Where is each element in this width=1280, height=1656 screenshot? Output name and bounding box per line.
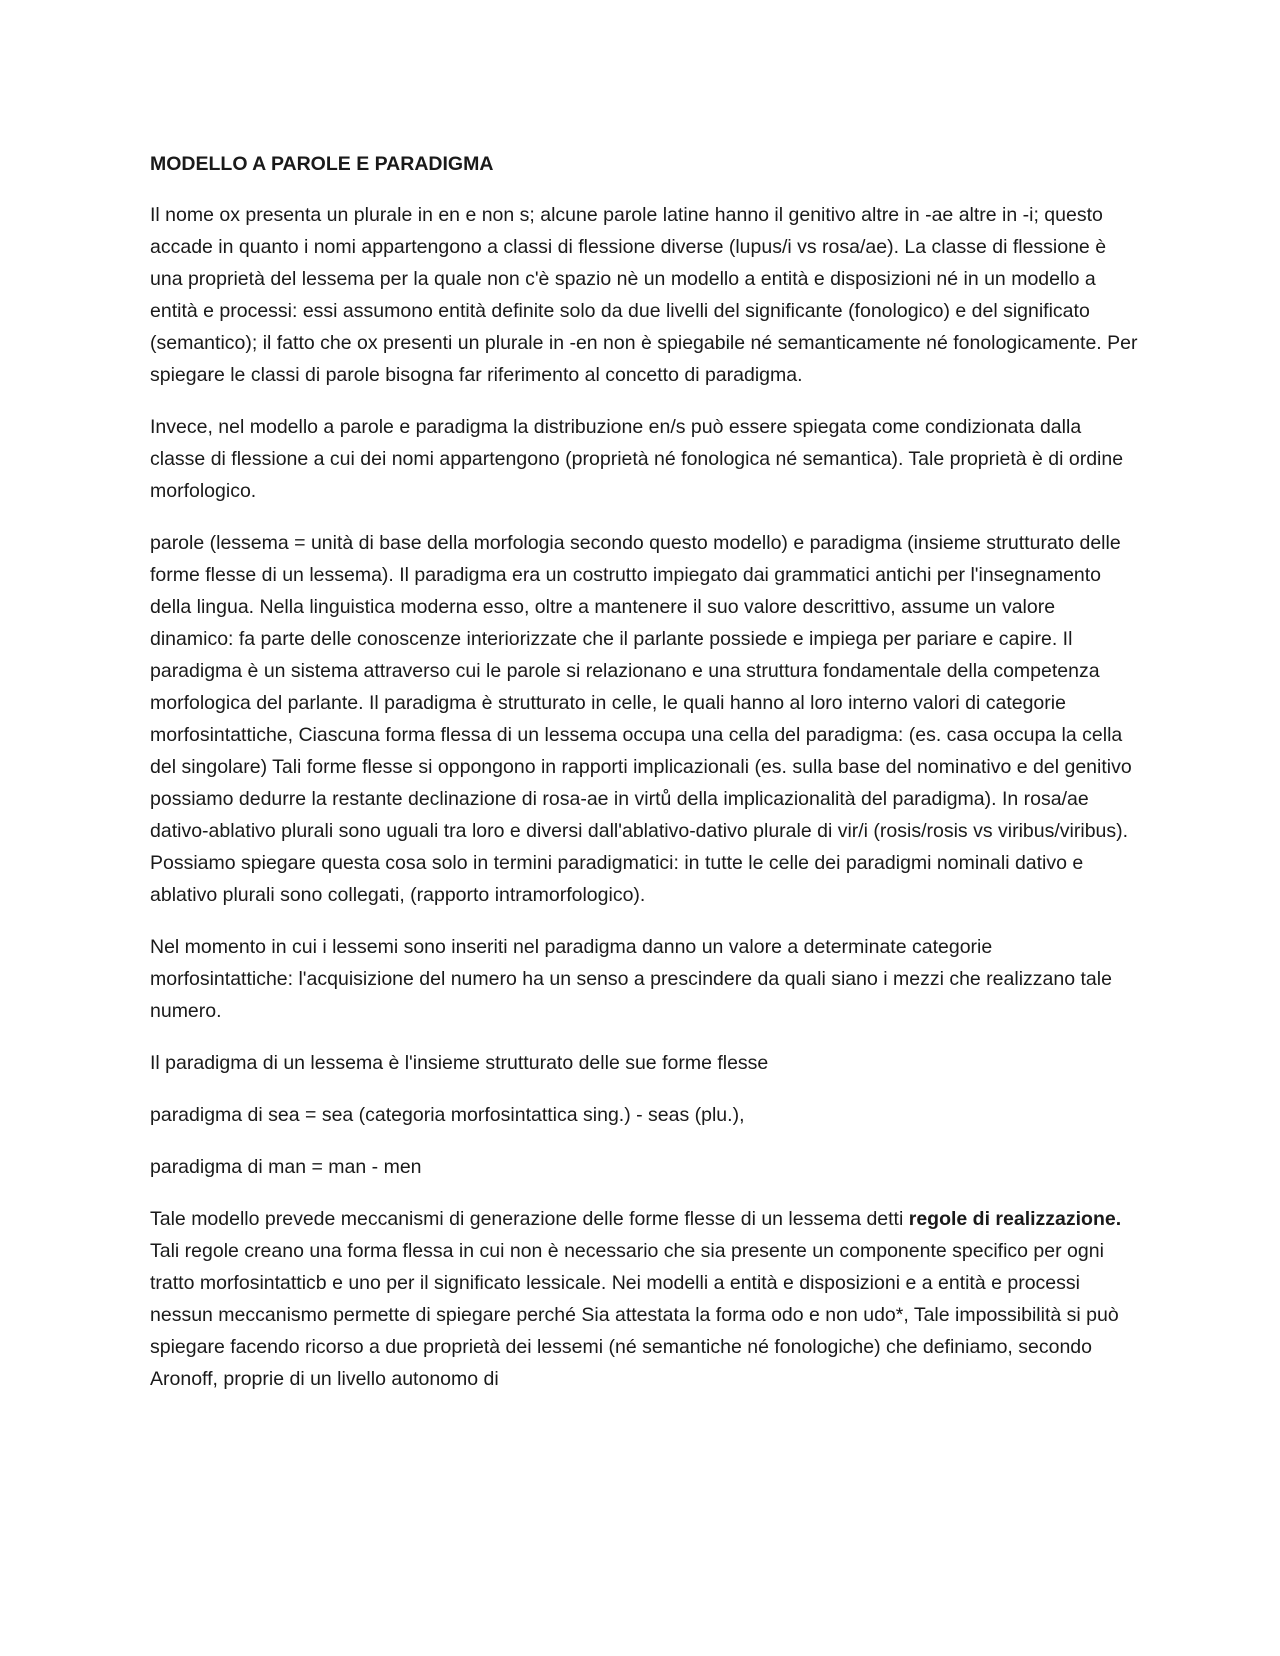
paragraph-4: Nel momento in cui i lessemi sono inseriti nel paradigma danno un valore a determinate categorie morfosintattiche: l'acquisizione del numero ha un senso a prescindere da quali siano i mezzi che realizzano tale numero. [150,936,1112,1022]
paragraph-2: Invece, nel modello a parole e paradigma la distribuzione en/s può essere spiegata come condizionata dalla classe di flessione a cui dei nomi appartengono (proprietà né fonologica né semantica). Tale proprietà è di ordine morfologico. [150,416,1124,502]
document-title: MODELLO A PAROLE E PARADIGMA [150,153,494,175]
paragraph-7: paradigma di man = man - men [150,1156,422,1178]
paragraph-8-intro: Tale modello prevede meccanismi di generazione delle forme flesse di un lessema detti [150,1208,909,1230]
document-page [150,148,1140,1415]
paragraph-1: Il nome ox presenta un plurale in en e non s; alcune parole latine hanno il genitivo altre in -ae altre in -i; questo accade in quanto i nomi appartengono a classi di flessione diverse (lupus/i vs rosa/ae). La classe di flessione è una proprietà del lessema per la quale non c'è spazio nè un modello a entità e disposizioni né in un modello a entità e processi: essi assumono entità definite solo da due livelli del significante (fonologico) e del significato (semantico); il fatto che ox presenti un plurale in -en non è spiegabile né semanticamente né fonologicamente. Per spiegare le classi di parole bisogna far riferimento al concetto di paradigma. [150,204,1138,386]
paragraph-8 [150,1203,1140,1395]
paragraph-8-bold-term: regole di realizzazione. [908,1208,1122,1230]
paragraph-3: parole (lessema = unità di base della morfologia secondo questo modello) e paradigma (insieme strutturato delle forme flesse di un lessema). Il paradigma era un costrutto impiegato dai grammatici antichi per l'insegnamento della lingua. Nella linguistica moderna esso, oltre a mantenere il suo valore descrittivo, assume un valore dinamico: fa parte delle conoscenze interiorizzate che il parlante possiede e impiega per pariare e capire. Il paradigma è un sistema attraverso cui le parole si relazionano e una struttura fondamentale della competenza morfologica del parlante. Il paradigma è strutturato in celle, le quali hanno al loro interno valori di categorie morfosintattiche, Ciascuna forma flessa di un lessema occupa una cella del paradigma: (es. casa occupa la cella del singolare) Tali forme flesse si oppongono in rapporti implicazionali (es. sulla base del nominativo e del genitivo possiamo dedurre la restante declinazione di rosa-ae in virtů della implicazionalità del paradigma). In rosa/ae dativo-ablativo plurali sono uguali tra loro e diversi dall'ablativo-dativo plurale di vir/i (rosis/rosis vs viribus/viribus). Possiamo spiegare questa cosa solo in termini paradigmatici: in tutte le celle dei paradigmi nominali dativo e ablativo plurali sono collegati, (rapporto intramorfologico). [150,532,1132,906]
paragraph-6: paradigma di sea = sea (categoria morfosintattica sing.) - seas (plu.), [150,1104,745,1126]
paragraph-8-rest: Tali regole creano una forma flessa in cui non è necessario che sia presente un componente specifico per ogni tratto morfosintatticb e uno per il significato lessicale. Nei modelli a entità e disposizioni e a entità e processi nessun meccanismo permette di spiegare perché Sia attestata la forma odo e non udo*, Tale impossibilità si può spiegare facendo ricorso a due proprietà dei lessemi (né semantiche né fonologiche) che definiamo, secondo Aronoff, proprie di un livello autonomo di [150,1240,1119,1390]
paragraph-5: Il paradigma di un lessema è l'insieme strutturato delle sue forme flesse [150,1052,769,1074]
